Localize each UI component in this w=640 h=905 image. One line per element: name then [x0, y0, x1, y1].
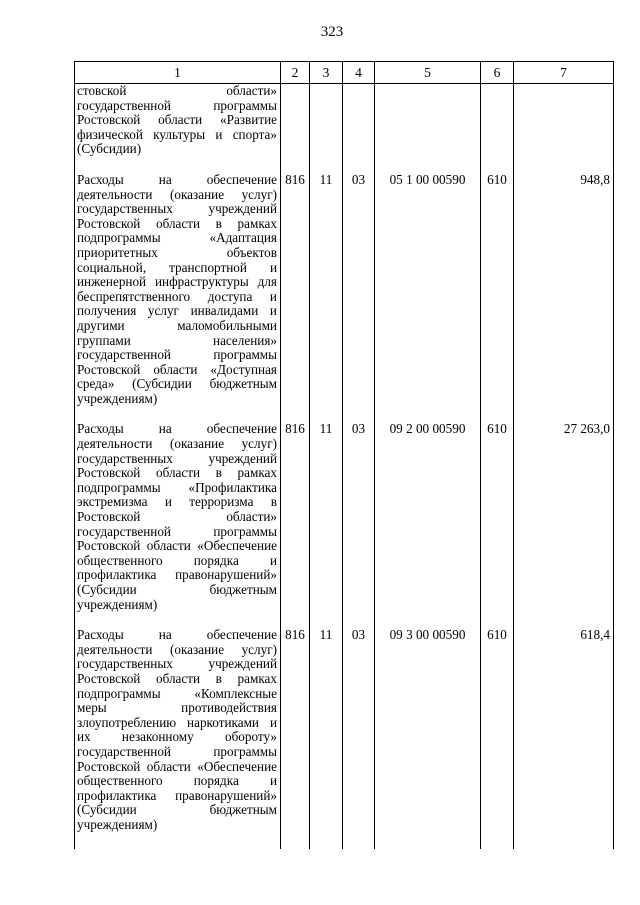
header-col-7: 7: [514, 62, 614, 84]
header-col-3: 3: [310, 62, 343, 84]
row-col-2: 816: [281, 628, 310, 832]
header-col-4: 4: [343, 62, 375, 84]
header-col-1: 1: [75, 62, 281, 84]
row-col-4: 03: [343, 628, 375, 832]
page-number: 323: [320, 24, 344, 40]
row-col-4: 03: [343, 173, 375, 407]
row-col-2: 816: [281, 422, 310, 612]
row-description: Расходы на обеспечение деятельности (оказание услуг) государственных учреждений Ростовской области в рамках подпрограммы «Профилактика экстремизма и терроризма в Ростовской области» государственной программы Ростовской области «Обеспечение общественного порядка и профилактика правонарушений» (Субсидии бюджетным учреждениям): [75, 422, 281, 612]
row-col-6: 610: [481, 422, 514, 612]
row-description: Расходы на обеспечение деятельности (оказание услуг) государственных учреждений Ростовской области в рамках подпрограммы «Комплексные меры противодействия злоупотреблению наркотиками и их незаконному обороту» государственной программы Ростовской области «Обеспечение общественного порядка и профилактика правонарушений» (Субсидии бюджетным учреждениям): [75, 628, 281, 832]
row-col-3: 11: [310, 628, 343, 832]
row-col-3: 11: [310, 173, 343, 407]
row-col-4: 03: [343, 422, 375, 612]
row-col-5: 09 2 00 00590: [375, 422, 481, 612]
row-col-7: 948,8: [514, 173, 614, 407]
table-row: [75, 422, 614, 612]
row-col-5: 09 3 00 00590: [375, 628, 481, 832]
table-row: [75, 173, 614, 407]
budget-table: [74, 61, 614, 849]
row-col-6: 610: [481, 173, 514, 407]
table-row: [75, 628, 614, 832]
row-col-6: 610: [481, 628, 514, 832]
header-col-5: 5: [375, 62, 481, 84]
header-col-2: 2: [281, 62, 310, 84]
table-row-continuation: [75, 84, 614, 157]
header-col-6: 6: [481, 62, 514, 84]
row-col-3: 11: [310, 422, 343, 612]
row-description: стовской области» государственной программы Ростовской области «Развитие физической культуры и спорта» (Субсидии): [75, 84, 281, 157]
row-col-7: 27 263,0: [514, 422, 614, 612]
row-col-7: 618,4: [514, 628, 614, 832]
header-row: [75, 62, 614, 84]
row-description: Расходы на обеспечение деятельности (оказание услуг) государственных учреждений Ростовской области в рамках подпрограммы «Адаптация приоритетных объектов социальной, транспортной и инженерной инфраструктуры для беспрепятственного доступа и получения услуг инвалидами и другими маломобильными группами населения» государственной программы Ростовской области «Доступная среда» (Субсидии бюджетным учреждениям): [75, 173, 281, 407]
row-col-2: 816: [281, 173, 310, 407]
row-col-5: 05 1 00 00590: [375, 173, 481, 407]
